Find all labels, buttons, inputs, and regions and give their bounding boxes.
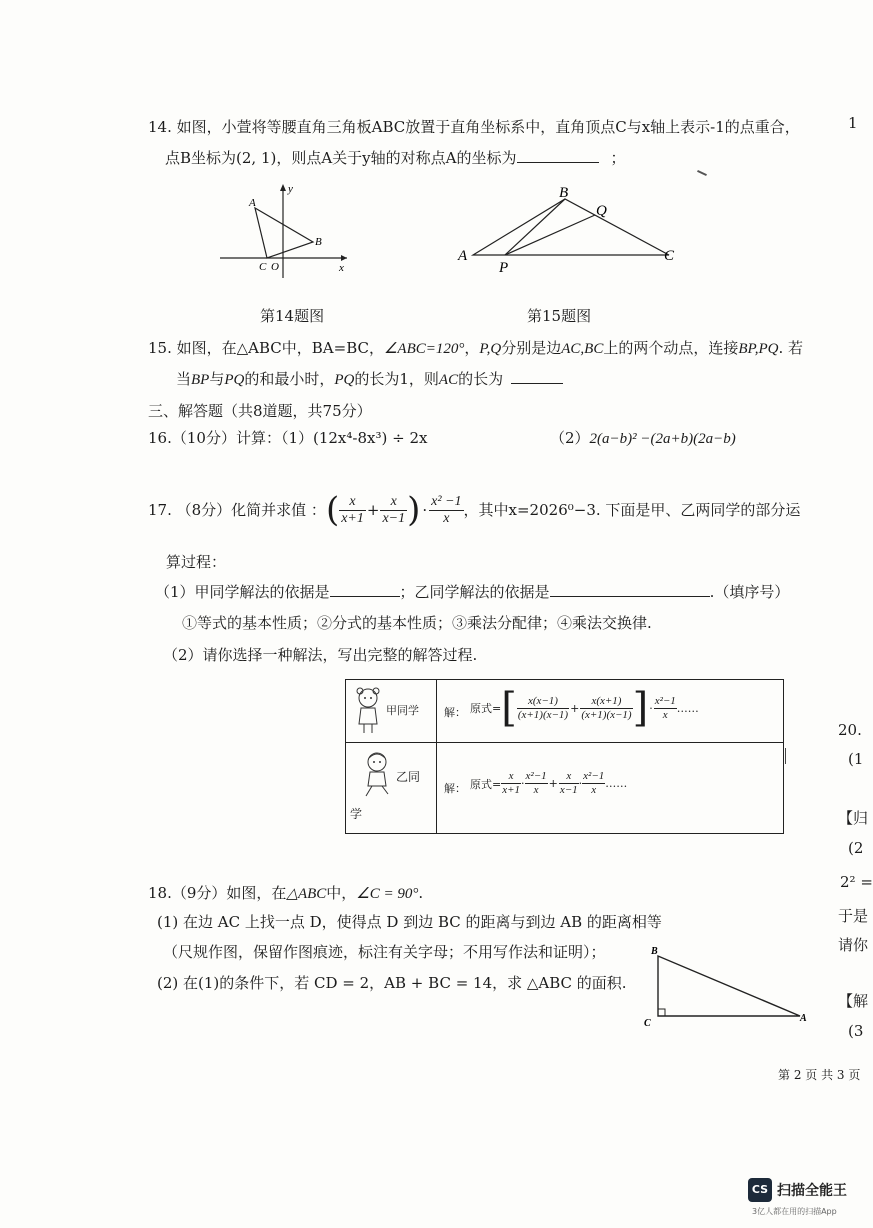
scan-mark <box>785 748 786 764</box>
fig15-segment-pq <box>505 215 595 255</box>
fig14-caption: 第14题图 <box>260 307 325 325</box>
q15-text: 与 <box>209 370 225 388</box>
fig14-label-x: x <box>339 262 344 274</box>
jia-frac-a: x(x−1) (x+1)(x−1) <box>517 694 569 721</box>
q17-open-paren: ( <box>325 490 340 530</box>
q15-text: 的长为1，则 <box>354 370 439 388</box>
margin-fragment: 请你 <box>838 936 869 954</box>
fig14-label-o: O <box>271 261 279 273</box>
section-3-heading: 三、解答题（共8道题，共75分） <box>148 402 372 420</box>
fig14-x-arrow <box>341 255 347 261</box>
scan-mark <box>697 170 707 176</box>
fig14-label-b: B <box>315 236 322 248</box>
q15-text: 当 <box>176 370 192 388</box>
margin-fragment: 【解 <box>838 992 869 1010</box>
margin-fragment: (2 <box>848 839 864 857</box>
q15-angle: ∠ABC=120° <box>383 341 465 357</box>
q15-line1 <box>148 338 803 359</box>
q15-points: P,Q <box>479 341 502 357</box>
jia-student-name: 甲同学 <box>386 704 419 717</box>
yi-frac-b: x²−1 x <box>525 770 547 796</box>
q17-frac2: $\frac{x}{x-1}$ <box>382 493 406 526</box>
margin-fragment: (1 <box>848 750 864 768</box>
yi-student-name-2: 学 <box>350 807 363 821</box>
q15-text: 15. 如图，在△ABC中，BA=BC， <box>148 339 384 357</box>
jia-expression: 原式= [ x(x−1) (x+1)(x−1) + $\frac{x(x+1)}{(x+1)(x-1)}$ ] · x²−1 x …… <box>470 685 699 731</box>
margin-fragment: 20. <box>838 721 862 739</box>
jia-frac-c: x²−1 x <box>654 694 676 721</box>
fig18-label-b: B <box>651 946 658 957</box>
yi-jie: 解： <box>444 782 466 795</box>
q17-line1: 17. （8分）化简并求值 ： ( $\frac{x}{x+1}$ + $\frac{x}{x-1}$ ) · $\frac{\text{x² −1}}{x}$ ，其中x=2026⁰−3. 下面是甲、乙两同学的部分运 <box>148 490 801 530</box>
table-divider-vertical <box>436 680 437 833</box>
fig14-label-c: C <box>259 261 267 273</box>
q14-line1: 14. 如图，小萱将等腰直角三角板ABC放置于直角坐标系中，直角顶点C与x轴上表示-1的点重合， <box>148 118 800 136</box>
jia-dots: …… <box>676 701 699 715</box>
fig15-label-q: Q <box>596 203 607 219</box>
q15-text: . 若 <box>778 339 804 357</box>
margin-fragment: (3 <box>848 1022 864 1040</box>
margin-fragment: 1 <box>848 114 858 132</box>
q16-part1: 16.（10分）计算：（1）(12x⁴-8x³) ÷ 2x <box>148 429 428 447</box>
q17-close-paren: ) <box>407 490 421 530</box>
q15-text: 的长为 <box>458 370 504 388</box>
yi-dots: …… <box>605 777 628 790</box>
q18-text: 18.（9分）如图，在 <box>148 884 287 902</box>
q16-part2 <box>550 428 736 449</box>
q14-line2 <box>165 148 626 168</box>
q17-frac1: $\frac{x}{x+1}$ <box>341 493 364 526</box>
q14-answer-blank[interactable] <box>517 148 599 163</box>
q17-part1-text: （1）甲同学解法的依据是 <box>155 583 330 601</box>
fig18-right-angle-mark <box>658 1009 665 1016</box>
q18-angle: ∠C = 90° <box>356 886 419 902</box>
q15-segment: PQ <box>224 372 245 388</box>
q15-segment: AC <box>438 372 459 388</box>
jia-yuanshi: 原式= <box>470 702 502 715</box>
q18-line4: (2) 在(1)的条件下，若 CD = 2，AB + BC = 14，求 △ABC 的面积. <box>157 974 627 992</box>
q17-part1-text: ；乙同学解法的依据是 <box>399 583 550 601</box>
q16-part2-label: （2） <box>550 429 590 447</box>
q15-text: 上的两个动点，连接 <box>603 339 739 357</box>
fig14-triangle <box>255 208 313 258</box>
girl-cartoon-icon <box>354 686 382 736</box>
q15-sides: AC,BC <box>561 341 604 357</box>
figure-18 <box>640 942 815 1032</box>
jia-jie: 解： <box>444 706 466 719</box>
q17-blank-jia[interactable] <box>330 582 400 597</box>
q15-segment: BP <box>191 372 210 388</box>
q17-options: ①等式的基本性质；②分式的基本性质；③乘法分配律；④乘法交换律. <box>182 614 652 632</box>
q18-line2: (1) 在边 AC 上找一点 D，使得点 D 到边 BC 的距离与到边 AB 的距离相等 <box>157 913 662 931</box>
boy-cartoon-icon <box>360 750 394 800</box>
fig15-label-c: C <box>664 248 675 264</box>
q18-triangle: △ABC <box>286 886 327 902</box>
q17-part1 <box>155 582 789 602</box>
jia-frac-b: $\frac{x(x+1)}{(x+1)(x-1)}$ <box>581 694 632 721</box>
q15-segments: BP,PQ <box>738 341 779 357</box>
fig14-label-y: y <box>288 183 293 195</box>
q15-text: 分别是边 <box>501 339 562 357</box>
fig18-triangle <box>658 956 800 1016</box>
q17-frac3: $\frac{\text{x² −1}}{x}$ <box>431 493 462 526</box>
yi-student-name-1: 乙同 <box>396 770 421 784</box>
watermark-subtitle: 3亿人都在用的扫描App <box>752 1207 837 1216</box>
figure-14 <box>215 180 355 280</box>
yi-expression: 原式= $\frac{x}{x+1}$ · x²−1 x + $\frac{x}{x-1}$ · x²−1 x …… <box>470 770 628 796</box>
margin-fragment: 【归 <box>838 809 869 827</box>
camscanner-logo-icon: CS <box>748 1178 772 1202</box>
fig15-label-b: B <box>559 185 569 201</box>
q15-text: ， <box>464 339 480 357</box>
yi-frac-d: x²−1 x <box>583 770 605 796</box>
q18-text: . <box>418 884 424 902</box>
q17-blank-yi[interactable] <box>550 582 710 597</box>
q17-part2: （2）请你选择一种解法，写出完整的解答过程. <box>163 646 478 664</box>
fig15-label-a: A <box>458 248 468 264</box>
q18-text: 中， <box>326 884 357 902</box>
q17-tail: ，其中x=2026⁰−3. 下面是甲、乙两同学的部分运 <box>463 501 801 519</box>
fig15-segment-bp <box>505 199 565 255</box>
q18-line3: （尺规作图，保留作图痕迹，标注有关字母；不用写作法和证明）； <box>163 943 606 961</box>
yi-yuanshi: 原式= <box>470 777 502 791</box>
q17-head: 17. （8分）化简并求值 ： <box>148 501 326 519</box>
margin-fragment: 2² = <box>840 873 873 891</box>
fig14-y-arrow <box>280 184 286 191</box>
fig18-label-a: A <box>800 1013 807 1024</box>
q18-line1 <box>148 883 423 904</box>
q15-segment: PQ <box>334 372 355 388</box>
fig14-label-a: A <box>249 197 256 209</box>
q15-text: 的和最小时， <box>244 370 335 388</box>
q17-part1-text: .（填序号） <box>709 583 790 601</box>
margin-fragment: 于是 <box>838 907 869 925</box>
q15-line2 <box>176 369 563 390</box>
fig15-label-p: P <box>499 260 509 276</box>
q17-solution-table <box>345 679 784 834</box>
yi-frac-a: $\frac{x}{x+1}$ <box>502 770 521 796</box>
page-number: 第 2 页 共 3 页 <box>778 1068 861 1082</box>
fig18-label-c: C <box>644 1018 651 1029</box>
q16-part2-expression: 2(a−b)² −(2a+b)(2a−b) <box>589 431 736 447</box>
q14-line2-text: 点B坐标为(2, 1)，则点A关于y轴的对称点A的坐标为 <box>165 149 517 167</box>
watermark-name: 扫描全能王 <box>777 1183 847 1199</box>
figure-15 <box>455 183 685 278</box>
fig15-triangle <box>473 199 669 255</box>
table-divider-horizontal <box>346 742 783 743</box>
q14-semicolon: ； <box>610 149 626 167</box>
q15-answer-blank[interactable] <box>511 369 563 384</box>
q17-line2: 算过程： <box>166 553 227 571</box>
yi-frac-c: $\frac{x}{x-1}$ <box>559 770 578 796</box>
fig15-caption: 第15题图 <box>527 307 592 325</box>
